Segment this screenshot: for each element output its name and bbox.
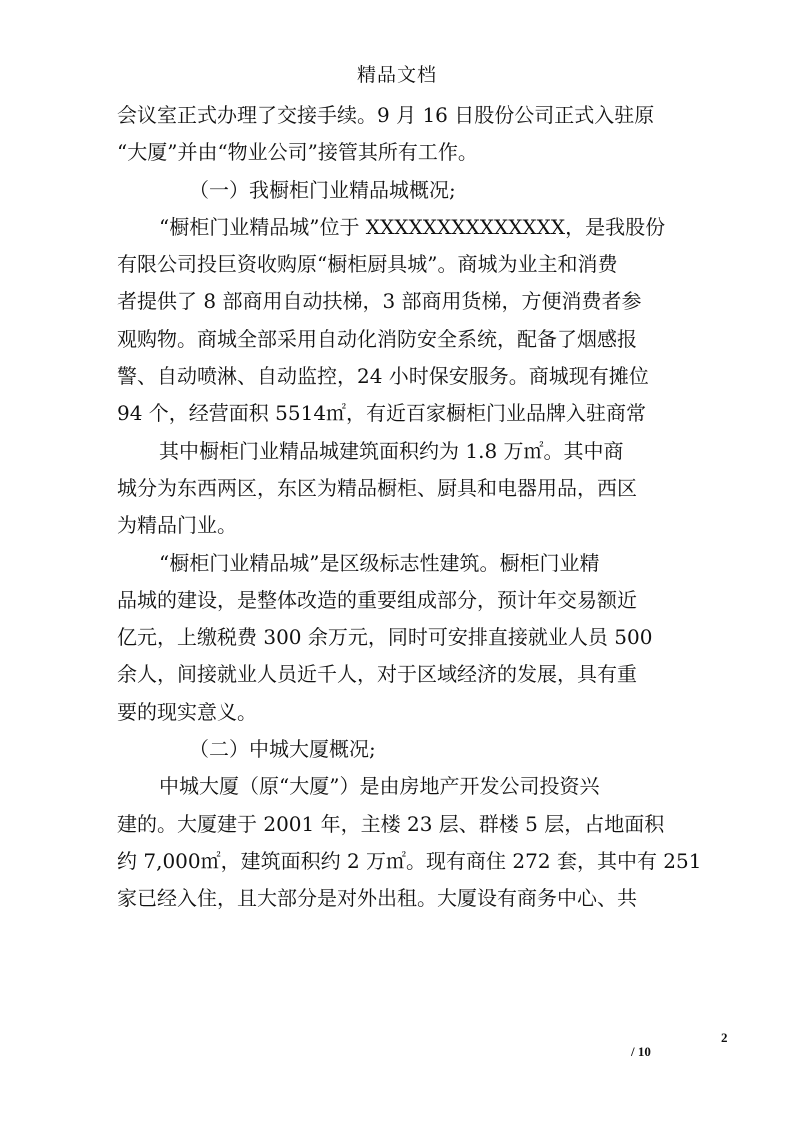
- body-line: 建的。大厦建于 2001 年，主楼 23 层、群楼 5 层，占地面积: [117, 811, 665, 836]
- section-heading-two: （二）中城大厦概况;: [189, 737, 376, 762]
- page-number: 2: [721, 1030, 728, 1045]
- body-line: 要的现实意义。: [117, 699, 257, 724]
- document-body: [117, 97, 702, 918]
- body-line: 品城的建设，是整体改造的重要组成部分，预计年交易额近: [117, 587, 637, 612]
- paragraph-start: 其中橱柜门业精品城建筑面积约为 1.8 万㎡。其中商: [159, 438, 624, 463]
- body-line: 约 7,000㎡，建筑面积约 2 万㎡。现有商住 272 套，其中有 251: [117, 848, 702, 873]
- body-line: 会议室正式办理了交接手续。9 月 16 日股份公司正式入驻原: [117, 103, 655, 127]
- body-line: 余人，间接就业人员近千人，对于区域经济的发展，具有重: [117, 662, 637, 687]
- body-line: 94 个，经营面积 5514㎡，有近百家橱柜门业品牌入驻商常: [117, 401, 647, 426]
- body-line: 城分为东西两区，东区为精品橱柜、厨具和电器用品，西区: [117, 475, 637, 500]
- body-line: 亿元，上缴税费 300 余万元，同时可安排直接就业人员 500: [117, 625, 653, 650]
- document-header-title: 精品文档: [356, 64, 437, 86]
- paragraph-start: “橱柜门业精品城”位于 XXXXXXXXXXXXXX，是我股份: [159, 214, 666, 239]
- page-total: / 10: [631, 1044, 651, 1059]
- body-line: 有限公司投巨资收购原“橱柜厨具城”。商城为业主和消费: [117, 252, 618, 277]
- body-line: 警、自动喷淋、自动监控，24 小时保安服务。商城现有摊位: [117, 364, 649, 389]
- body-line: 为精品门业。: [117, 513, 237, 538]
- paragraph-start: “橱柜门业精品城”是区级标志性建筑。橱柜门业精: [159, 550, 600, 575]
- body-line: 者提供了 8 部商用自动扶梯，3 部商用货梯，方便消费者参: [117, 289, 642, 314]
- section-heading-one: （一）我橱柜门业精品城概况;: [189, 177, 456, 202]
- body-line: 观购物。商城全部采用自动化消防安全系统，配备了烟感报: [117, 326, 637, 351]
- body-line: “大厦”并由“物业公司”接管其所有工作。: [117, 140, 478, 165]
- paragraph-start: 中城大厦（原“大厦”）是由房地产开发公司投资兴: [159, 774, 600, 799]
- body-line: 家已经入住，且大部分是对外出租。大厦设有商务中心、共: [117, 886, 637, 911]
